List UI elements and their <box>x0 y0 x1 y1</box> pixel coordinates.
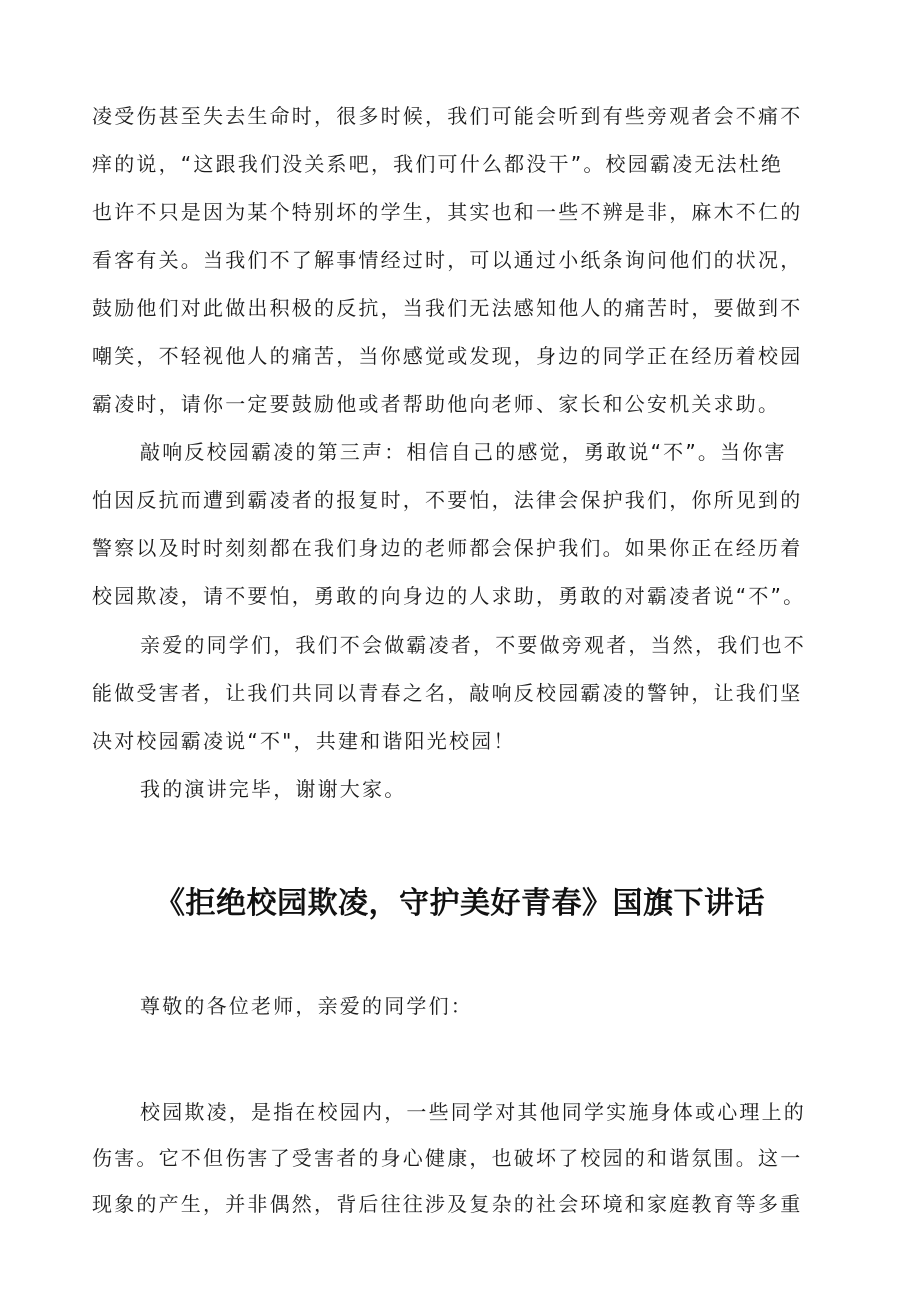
paragraph-line: 痒的说，“这跟我们没关系吧，我们可什么都没干”。校园霸凌无法杜绝 <box>92 152 784 176</box>
closing-line: 我的演讲完毕，谢谢大家。 <box>140 777 407 801</box>
paragraph-line: 校园欺凌，请不要怕，勇敢的向身边的人求助，勇敢的对霸凌者说“不”。 <box>92 584 806 608</box>
paragraph-line: 看客有关。当我们不了解事情经过时，可以通过小纸条询问他们的状况， <box>92 248 803 272</box>
paragraph-line: 敲响反校园霸凌的第三声：相信自己的感觉，勇敢说“不”。当你害 <box>140 440 787 464</box>
paragraph-line: 决对校园霸凌说“不"，共建和谐阳光校园！ <box>92 729 516 753</box>
paragraph-line: 怕因反抗而遭到霸凌者的报复时，不要怕，法律会保护我们，你所见到的 <box>92 488 803 512</box>
greeting-line: 尊敬的各位老师，亲爱的同学们： <box>140 994 473 1018</box>
paragraph-line: 嘲笑，不轻视他人的痛苦，当你感觉或发现，身边的同学正在经历着校园 <box>92 344 803 368</box>
speech-title: 《拒绝校园欺凌，守护美好青春》国旗下讲话 <box>155 886 765 921</box>
paragraph-line: 也许不只是因为某个特别坏的学生，其实也和一些不辨是非，麻木不仁的 <box>92 200 803 224</box>
paragraph-line: 鼓励他们对此做出积极的反抗，当我们无法感知他人的痛苦时，要做到不 <box>92 296 803 320</box>
paragraph-line: 校园欺凌，是指在校园内，一些同学对其他同学实施身体或心理上的 <box>140 1100 806 1124</box>
paragraph-line: 伤害。它不但伤害了受害者的身心健康，也破坏了校园的和谐氛围。这一 <box>92 1146 803 1170</box>
paragraph-line: 凌受伤甚至失去生命时，很多时候，我们可能会听到有些旁观者会不痛不 <box>92 104 803 128</box>
paragraph-line: 现象的产生，并非偶然，背后往往涉及复杂的社会环境和家庭教育等多重 <box>92 1192 803 1216</box>
paragraph-line: 能做受害者，让我们共同以青春之名，敲响反校园霸凌的警钟，让我们坚 <box>92 681 803 705</box>
paragraph-line: 警察以及时时刻刻都在我们身边的老师都会保护我们。如果你正在经历着 <box>92 536 803 560</box>
paragraph-line: 霸凌时，请你一定要鼓励他或者帮助他向老师、家长和公安机关求助。 <box>92 392 781 416</box>
paragraph-line: 亲爱的同学们，我们不会做霸凌者，不要做旁观者，当然，我们也不 <box>140 633 806 657</box>
